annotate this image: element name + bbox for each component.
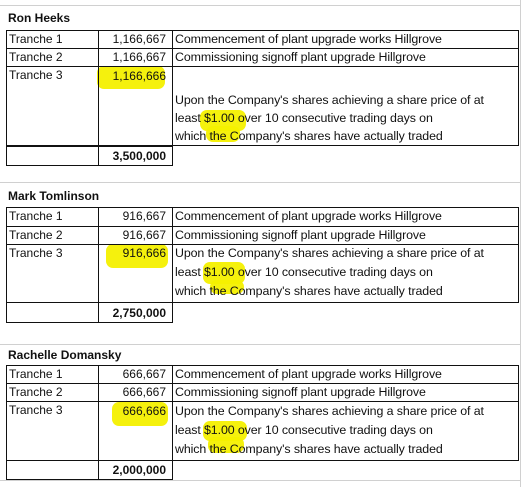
total-amount: 2,750,000	[112, 306, 166, 320]
row-label: Tranche 1	[9, 209, 63, 223]
row-amount: 1,166,667	[112, 50, 166, 64]
condition-line: Upon the Company's shares achieving a share price of at	[175, 93, 484, 107]
row-label: Tranche 2	[9, 385, 63, 399]
condition-line: which the Company's shares have actually traded	[175, 442, 443, 456]
row-condition: Commissioning signoff plant upgrade Hillgrove	[175, 385, 426, 399]
total-label-cell	[6, 146, 99, 166]
row-label: Tranche 3	[9, 246, 63, 260]
row-amount: 666,667	[122, 367, 166, 381]
row-condition: Commencement of plant upgrade works Hillgrove	[175, 32, 442, 46]
row-amount: 916,666	[122, 246, 166, 260]
total-amount: 3,500,000	[112, 149, 166, 163]
section-title: Rachelle Domansky	[8, 348, 122, 362]
condition-line: least $1.00 over 10 consecutive trading days on	[175, 265, 433, 279]
condition-line: Upon the Company's shares achieving a share price of at	[175, 404, 484, 418]
row-condition: Commissioning signoff plant upgrade Hillgrove	[175, 50, 426, 64]
row-label: Tranche 1	[9, 367, 63, 381]
row-label: Tranche 3	[9, 68, 63, 82]
row-amount: 666,666	[122, 404, 166, 418]
condition-line: least $1.00 over 10 consecutive trading days on	[175, 423, 433, 437]
row-label: Tranche 3	[9, 403, 63, 417]
total-label-cell	[6, 460, 99, 480]
row-amount: 666,667	[122, 385, 166, 399]
row-amount: 916,667	[122, 209, 166, 223]
row-label: Tranche 2	[9, 50, 63, 64]
row-condition: Commencement of plant upgrade works Hillgrove	[175, 367, 442, 381]
row-amount: 1,166,667	[112, 32, 166, 46]
condition-line: which the Company's shares have actually traded	[175, 129, 443, 143]
total-label-cell	[6, 302, 99, 323]
row-amount: 916,667	[122, 228, 166, 242]
total-amount: 2,000,000	[112, 463, 166, 477]
row-label: Tranche 1	[9, 32, 63, 46]
section-title: Mark Tomlinson	[8, 189, 100, 203]
condition-line: least $1.00 over 10 consecutive trading days on	[175, 111, 433, 125]
row-amount: 1,166,666	[112, 69, 166, 83]
condition-line: which the Company's shares have actually traded	[175, 284, 443, 298]
row-condition: Commissioning signoff plant upgrade Hillgrove	[175, 228, 426, 242]
row-condition: Commencement of plant upgrade works Hillgrove	[175, 209, 442, 223]
condition-line: Upon the Company's shares achieving a share price of at	[175, 246, 484, 260]
row-label: Tranche 2	[9, 228, 63, 242]
section-title: Ron Heeks	[8, 11, 71, 25]
